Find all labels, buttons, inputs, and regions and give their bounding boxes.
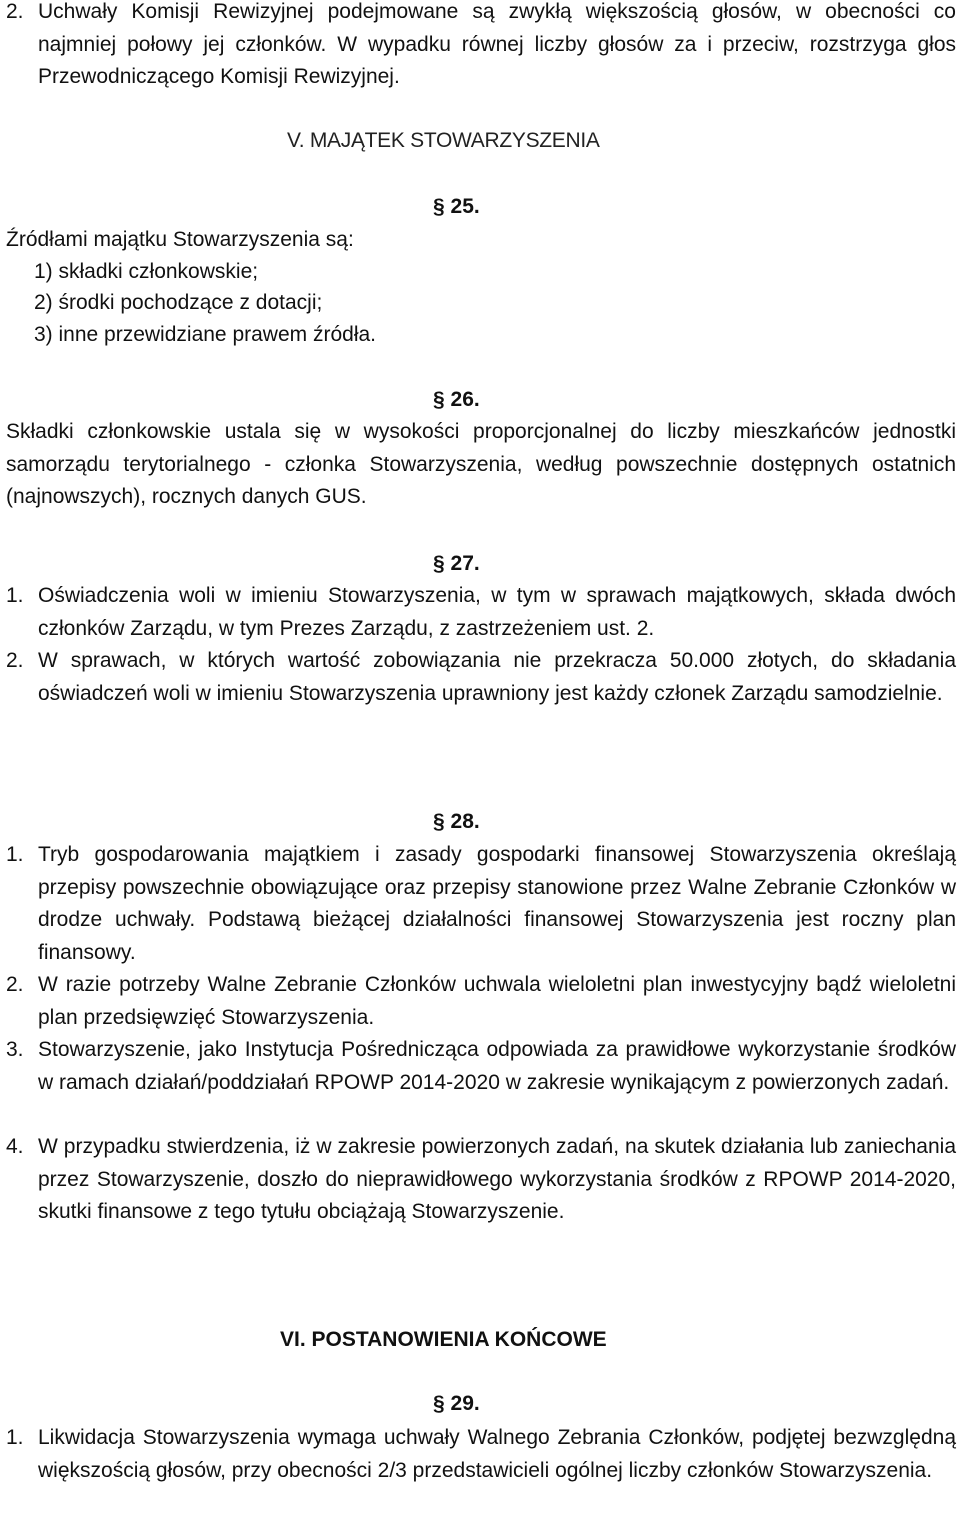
item-number: 2. [6,0,24,23]
item-text: W sprawach, w których wartość zobowiązania nie przekracza 50.000 złotych, do składania oświadczeń woli w imieniu Stowarzyszenia uprawniony jest każdy członek Zarządu samodzielnie. [38,649,956,705]
item-text: Tryb gospodarowania majątkiem i zasady gospodarki finansowej Stowarzyszenia określają przepisy powszechnie obowiązujące oraz przepisy stanowione przez Walne Zebranie Członków w drodze uchwały. Podstawą bieżącej działalności finansowej Stowarzyszenia jest roczny plan finansowy. [38,843,956,964]
list-intro: Źródłami majątku Stowarzyszenia są: [6,228,354,251]
list-item [6,1034,956,1134]
list-item: 2) środki pochodzące z dotacji; [34,291,323,314]
list-item [6,1422,956,1516]
item-number: 1. [6,843,24,866]
list-item [6,839,956,969]
list-item [6,645,956,745]
item-text: W przypadku stwierdzenia, iż w zakresie powierzonych zadań, na skutek działania lub zaniechania przez Stowarzyszenie, doszło do nieprawidłowego wykorzystania środków z RPOWP 2014-2020, skutki finansowe z tego tytułu obciążają Stowarzyszenie. [38,1135,956,1223]
item-number: 2. [6,973,24,996]
item-number: 4. [6,1135,24,1158]
item-text: Stowarzyszenie, jako Instytucja Pośrednicząca odpowiada za prawidłowe wykorzystanie środków w ramach działań/poddziałań RPOWP 2014-2020 w zakresie wynikającym z powierzonych zadań. [38,1038,956,1094]
source-list [6,224,376,350]
item-text: Uchwały Komisji Rewizyjnej podejmowane są zwykłą większością głosów, w obecności co najmniej połowy jej członków. W wypadku równej liczby głosów za i przeciw, rozstrzyga głos Przewodniczącego Komisji Rewizyjnej. [38,0,956,88]
list-item: 1) składki członkowskie; [34,259,259,283]
list-item [6,969,956,1035]
paragraph-mark: § 26. [433,388,480,411]
paragraph-mark: § 27. [433,552,480,575]
list-item [6,0,956,96]
item-text: W razie potrzeby Walne Zebranie Członków uchwala wieloletni plan inwestycyjny bądź wieloletni plan przedsięwzięć Stowarzyszenia. [38,973,956,1029]
list-item: 3) inne przewidziane prawem źródła. [34,322,376,346]
item-text: Likwidacja Stowarzyszenia wymaga uchwały Walnego Zebrania Członków, podjętej bezwzględną większością głosów, przy obecności 2/3 przedstawicieli ogólnej liczby członków Stowarzyszenia. [38,1426,956,1482]
item-number: 2. [6,649,24,672]
section-heading: VI. POSTANOWIENIA KOŃCOWE [280,1328,607,1351]
paragraph-mark: § 25. [433,195,480,218]
paragraph-text [6,416,956,514]
list-item [6,580,956,646]
paragraph-body: Składki członkowskie ustala się w wysokości proporcjonalnej do liczby mieszkańców jednostki samorządu terytorialnego - członka Stowarzyszenia, według powszechnie dostępnych ostatnich (najnowszych), rocznych danych GUS. [6,420,956,508]
item-text: Oświadczenia woli w imieniu Stowarzyszenia, w tym w sprawach majątkowych, składa dwóch członków Zarządu, w tym Prezes Zarządu, z zastrzeżeniem ust. 2. [38,584,956,640]
list-item [6,1131,956,1261]
item-number: 1. [6,1426,24,1449]
item-number: 3. [6,1038,24,1061]
section-heading: V. MAJĄTEK STOWARZYSZENIA [287,129,600,152]
paragraph-mark: § 28. [433,810,480,833]
item-number: 1. [6,584,24,607]
paragraph-mark: § 29. [433,1392,480,1415]
